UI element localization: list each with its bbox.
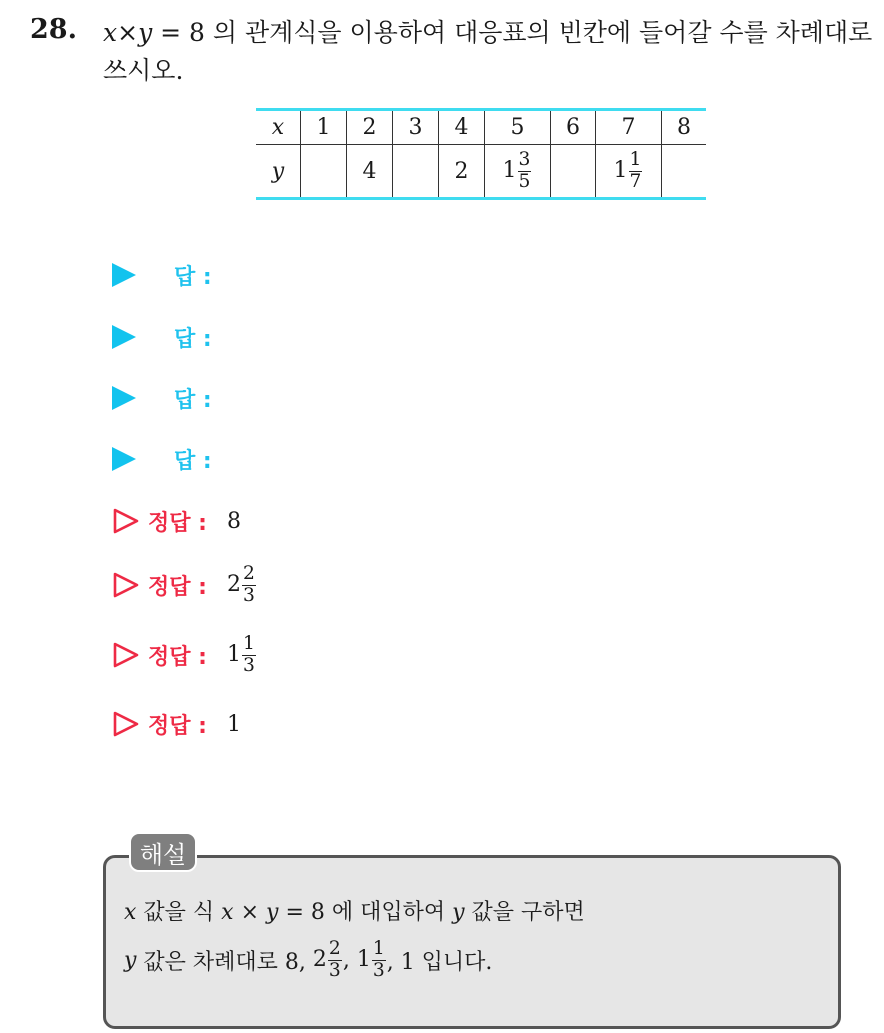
answer-line[interactable] [112,322,212,352]
separator: , [342,947,357,973]
y-whole: 2 [454,158,469,184]
triangle-outline-icon [112,507,140,535]
x-cell: 8 [662,110,707,145]
var-x: x [221,900,234,925]
correct-answer-line [112,491,241,551]
triangle-outline-icon [112,641,140,669]
numerator: 2 [242,562,255,584]
correct-answer-line [112,555,257,615]
x-cell: 3 [393,110,439,145]
correspondence-table [256,108,706,200]
x-cell: 7 [596,110,662,145]
correct-answer-line [112,694,241,754]
times-sign: × [117,18,139,47]
numerator: 1 [629,148,642,170]
y-cell [301,145,347,199]
numerator: 3 [518,148,531,170]
var-y: y [452,900,465,925]
y-cell [347,145,393,199]
x-cell: 1 [301,110,347,145]
solution-line-2 [124,940,492,980]
whole-part: 2 [312,947,327,973]
correct-label: 정답 : [148,574,207,600]
y-fraction [629,148,643,192]
correct-label: 정답 : [148,644,207,670]
solution-text: = 8 에 대입하여 [278,900,453,925]
solution-line-1 [124,895,585,926]
correct-label: 정답 : [148,713,207,739]
correct-value: 1 [226,711,241,737]
answer-line[interactable] [112,260,212,290]
play-arrow-icon [112,386,136,410]
question-line1-rest: = 8 의 관계식을 이용하여 대응표의 빈칸에 들어갈 수를 차례대로 [152,18,873,47]
triangle-outline-icon [112,710,140,738]
y-whole: 1 [502,158,517,183]
whole-part: 1 [356,947,371,973]
y-cell [439,145,485,199]
numerator: 1 [372,938,385,959]
fraction [372,940,386,980]
y-cell [596,145,662,199]
y-cell [485,145,551,199]
correct-answer-line [112,625,257,685]
correct-label: 정답 : [148,510,207,536]
denominator: 3 [242,584,255,606]
x-cell: 2 [347,110,393,145]
mixed-number [357,940,387,980]
triangle-outline-icon [112,571,140,599]
question-text [103,14,873,90]
fraction [328,940,342,980]
y-cell [662,145,707,199]
fraction [242,632,256,676]
denominator: 3 [242,654,255,676]
play-arrow-icon [112,325,136,349]
whole-part: 1 [226,642,241,667]
question-line2: 쓰시오. [103,56,184,85]
y-fraction [518,148,532,192]
answer-label: 답 : [174,387,212,413]
var-y: y [124,947,137,973]
times-sign: × [233,900,267,925]
numerator: 2 [328,938,341,959]
whole-part: 2 [226,572,241,597]
solution-text: 값을 구하면 [464,900,585,925]
correct-value [226,632,257,676]
solution-text: , 1 입니다. [386,949,493,975]
correct-value: 8 [226,508,241,534]
solution-text: 값은 차례대로 8, [136,949,313,975]
x-cell: 5 [485,110,551,145]
y-row [256,145,706,199]
denominator: 3 [328,959,341,981]
x-header: x [256,110,301,145]
y-whole: 4 [362,158,377,184]
answer-label: 답 : [174,264,212,290]
fraction [242,562,256,606]
solution-tag: 해설 [129,832,197,872]
play-arrow-icon [112,447,136,471]
denominator: 5 [518,170,531,192]
question-number: 28. [30,14,77,45]
answer-line[interactable] [112,383,212,413]
y-header: y [271,158,285,184]
answer-label: 답 : [174,326,212,352]
var-x: x [124,900,137,925]
y-whole: 1 [613,158,628,183]
x-cell: 4 [439,110,485,145]
denominator: 3 [372,959,385,981]
denominator: 7 [629,170,642,192]
answer-label: 답 : [174,448,212,474]
x-cell: 6 [551,110,596,145]
mixed-number [313,940,343,980]
var-y: y [138,18,153,47]
answer-line[interactable] [112,444,212,474]
x-row [256,110,706,145]
correct-value [226,562,257,606]
var-x: x [103,18,118,47]
y-cell [393,145,439,199]
play-arrow-icon [112,263,136,287]
y-cell [551,145,596,199]
numerator: 1 [242,632,255,654]
var-y: y [266,900,279,925]
solution-text: 값을 식 [136,900,222,925]
